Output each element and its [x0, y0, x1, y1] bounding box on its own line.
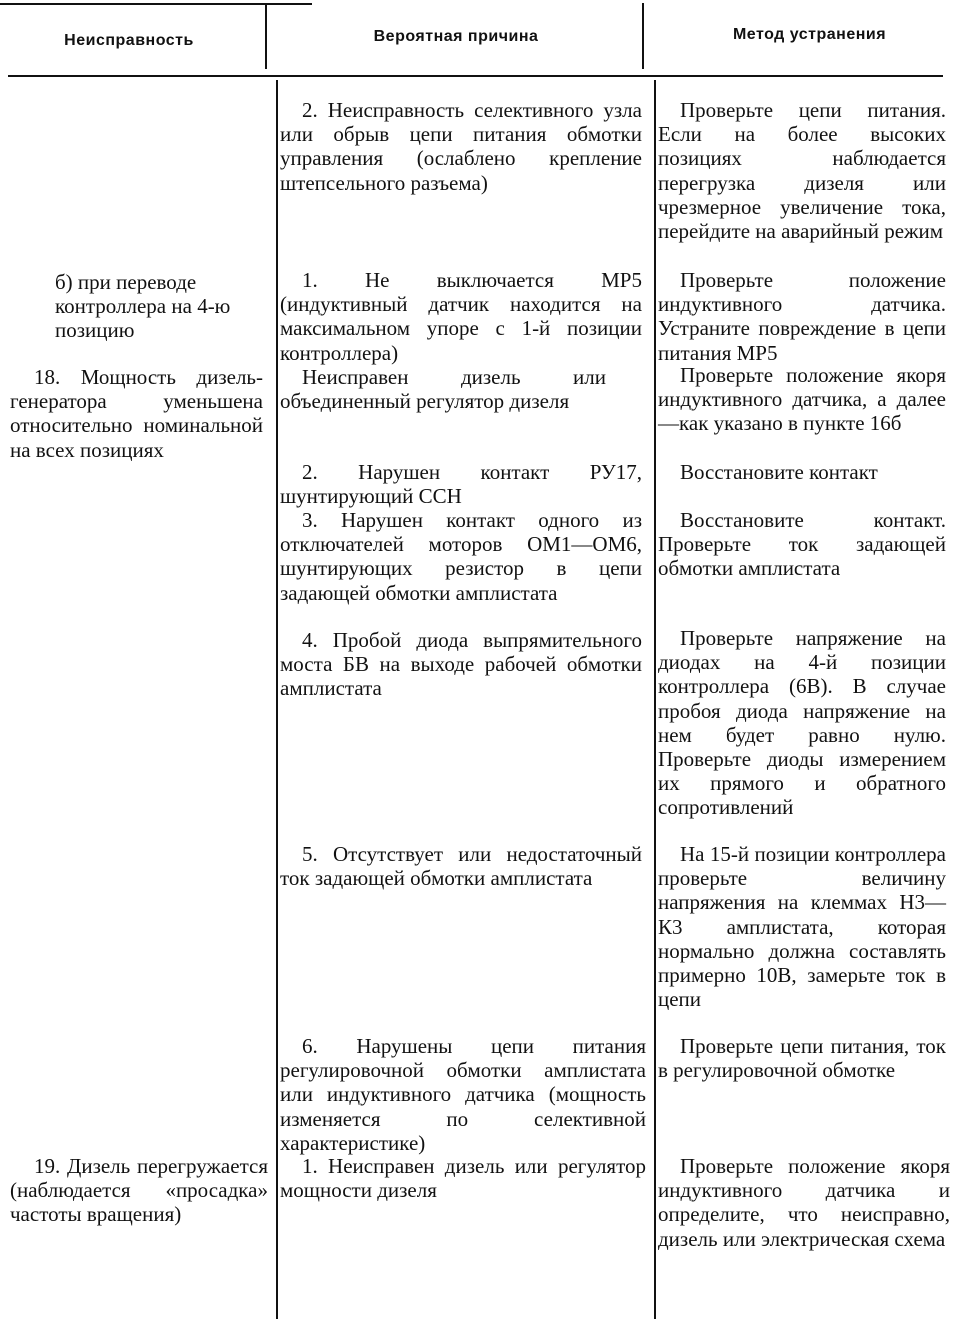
cause-cell: 2. Неисправность селективного узла или обрыв цепи питания обмотки управления (ослаблено крепление штепсельного разъема)	[280, 98, 642, 195]
header-fault: Неисправность	[64, 32, 194, 49]
method-cell: Восстановите контакт. Проверьте ток задающей обмотки амплистата	[658, 508, 946, 581]
method-cell: Проверьте цепи питания, ток в регулировочной обмотке	[658, 1034, 946, 1083]
header-cause: Вероятная причина	[373, 28, 539, 45]
method-cell: Проверьте цепи питания. Если на более высоких позициях наблюдается перегрузка дизеля или чрезмерное увеличение тока, перейдите на аварийный режим	[658, 98, 946, 244]
cause-cell: 5. Отсутствует или недостаточный ток задающей обмотки амплистата	[280, 842, 642, 891]
column-divider-2	[654, 80, 656, 1319]
cause-cell: 2. Нарушен контакт РУ17, шунтирующий ССН	[280, 460, 642, 509]
header-method: Метод устранения	[732, 26, 887, 43]
cause-cell: 6. Нарушены цепи питания регулировочной обмотки амплистата или индуктивного датчика (мощность изменяется по селективной характеристике)	[280, 1034, 646, 1155]
fault-cell: 19. Дизель перегружается (наблюдается «просадка» частоты вращения)	[10, 1154, 268, 1227]
header-divider-1	[265, 3, 267, 69]
method-cell: Проверьте положение якоря индуктивного датчика, а далее—как указано в пункте 16б	[658, 363, 946, 436]
column-divider-1	[276, 80, 278, 1319]
fault-cell: 18. Мощность дизель-генератора уменьшена относительно номинальной на всех позициях	[10, 365, 263, 462]
cause-cell: 1. Неисправен дизель или регулятор мощности дизеля	[280, 1154, 646, 1203]
method-cell: Восстановите контакт	[680, 460, 878, 484]
method-cell: Проверьте положение индуктивного датчика. Устраните повреждение в цепи питания МР5	[658, 268, 946, 365]
fault-cell: б) при переводе контроллера на 4-ю позицию	[55, 270, 231, 343]
cause-cell: Неисправен дизель или объединенный регулятор дизеля	[280, 365, 606, 414]
cause-cell: 4. Пробой диода выпрямительного моста БВ на выходе рабочей обмотки амплистата	[280, 628, 642, 701]
cause-cell: 3. Нарушен контакт одного из отключателей моторов ОМ1—ОМ6, шунтирующих резистор в цепи задающей обмотки амплистата	[280, 508, 642, 605]
header-divider-2	[642, 3, 644, 69]
cause-cell: 1. Не выключается МР5 (индуктивный датчик находится на максимальном упоре с 1-й позиции контроллера)	[280, 268, 642, 365]
method-cell: На 15-й позиции контроллера проверьте величину напряжения на клеммах Н3—К3 амплистата, которая нормально должна составлять примерно 10В, замерьте ток в цепи	[658, 842, 946, 1012]
method-cell: Проверьте положение якоря индуктивного датчика и определите, что неисправно, дизель или электрическая схема	[658, 1154, 950, 1251]
header-bottom-rule	[8, 75, 943, 77]
method-cell: Проверьте напряжение на диодах на 4-й позиции контроллера (6В). В случае пробоя диода напряжение на нем будет равно нулю. Проверьте диоды измерением их прямого и обратного сопротивлений	[658, 626, 946, 820]
